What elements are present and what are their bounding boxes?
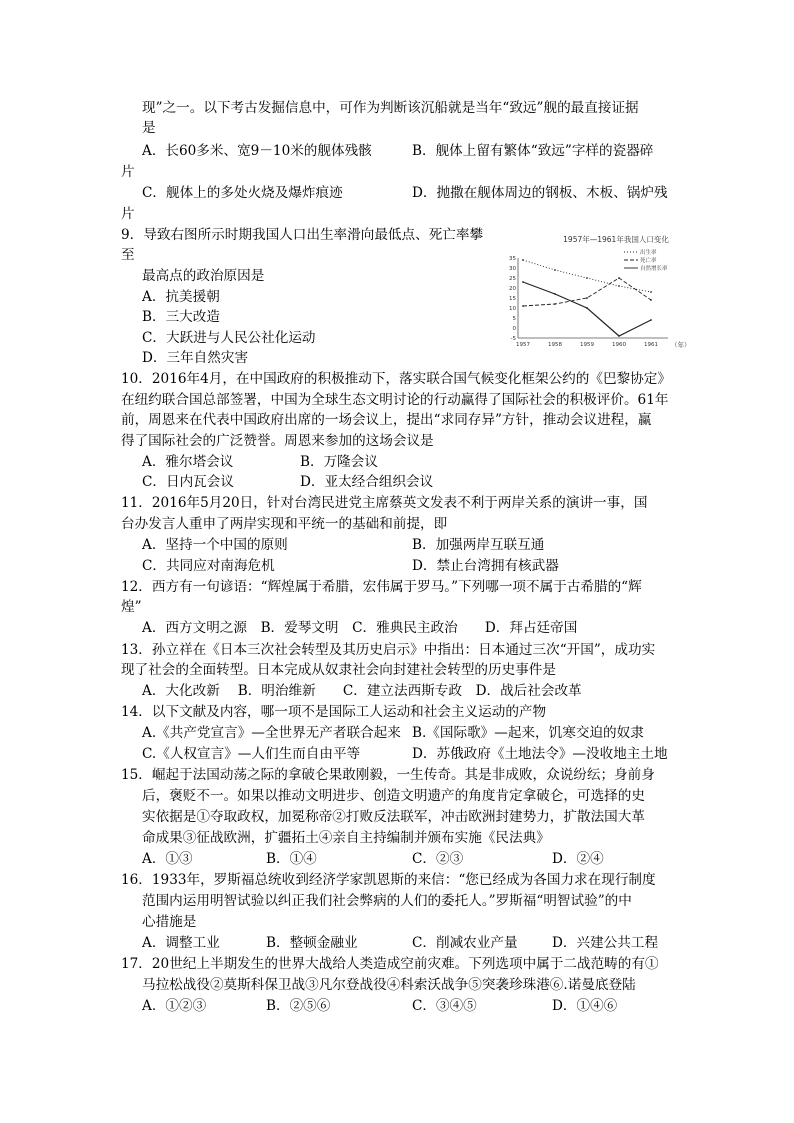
text-line: 现了社会的全面转型。日本完成从奴隶社会向封建社会转型的历史事件是	[121, 662, 556, 678]
legend-label: 死亡率	[640, 258, 657, 264]
option-c: C．③④⑤	[412, 998, 477, 1014]
text-line: 片	[121, 164, 135, 180]
text-line: 心措施是	[142, 914, 197, 930]
option-b: B．加强两岸互联互通	[412, 537, 545, 553]
y-tick-label: 0	[512, 326, 516, 332]
data-point	[586, 297, 588, 299]
option-a: A．长60多米、宽9－10米的舰体残骸	[142, 143, 372, 159]
data-point	[650, 299, 652, 301]
option-d: D．抛撒在舰体周边的钢板、木板、锅炉残	[412, 185, 668, 201]
options-row: A．西方文明之源 B．爱琴文明 C．雅典民主政治 D．拜占廷帝国	[142, 620, 578, 636]
option-b: B．整顿金融业	[266, 935, 358, 951]
option-c: C．②③	[412, 851, 464, 867]
option-b: B.《国际歌》—起来，饥寒交迫的奴隶	[412, 725, 644, 741]
text-line: 最高点的政治原因是	[142, 268, 265, 284]
text-line: 片	[121, 206, 135, 222]
option-d: D．苏俄政府《土地法令》—没收地主土地	[412, 746, 668, 762]
y-tick-label: 30	[509, 266, 516, 272]
text-line: 是	[142, 120, 156, 136]
data-point	[522, 305, 524, 307]
data-point	[618, 285, 620, 287]
option-d: D．兴建公共工程	[552, 935, 659, 951]
y-tick-label: 10	[509, 306, 516, 312]
data-point	[554, 269, 556, 271]
legend-label: 出生率	[640, 250, 657, 256]
option-a: A．雅尔塔会议	[142, 454, 234, 470]
text-line: 12．西方有一句谚语：“辉煌属于希腊，宏伟属于罗马。”下列哪一项不属于古希腊的“辉	[121, 579, 642, 595]
text-line: 在纽约联合国总部签署，中国为全球生态文明讨论的行动赢得了国际社会的积极评价。61年	[121, 392, 669, 408]
option-c: C．舰体上的多处火烧及爆炸痕迹	[142, 185, 343, 201]
text-line: 14．以下文献及内容，哪一项不是国际工人运动和社会主义运动的产物	[121, 704, 547, 720]
option-a: A．调整工业	[142, 935, 220, 951]
data-point	[650, 319, 652, 321]
text-line: 至	[121, 247, 135, 263]
options-row: A．大化改新 B．明治维新 C．建立法西斯专政 D．战后社会改革	[142, 683, 582, 699]
y-tick-label: 15	[509, 296, 516, 302]
series-line	[523, 260, 651, 292]
option-d: D．三年自然灾害	[142, 350, 249, 366]
data-point	[554, 293, 556, 295]
text-line: 现”之一。以下考古发掘信息中，可作为判断该沉船就是当年“致远”舰的最直接证据	[142, 100, 639, 116]
option-a: A．抗美援朝	[142, 289, 220, 305]
text-line: 实依据是①夺取政权，加冕称帝②打败反法联军，冲击欧洲封建势力，扩散法国大革	[142, 809, 645, 825]
x-tick-label: 1958	[548, 342, 562, 348]
y-tick-label: 5	[512, 316, 516, 322]
text-line: 马拉松战役②莫斯科保卫战③凡尔登战役④科索沃战争⑤突袭珍珠港⑥.诺曼底登陆	[142, 977, 636, 993]
data-point	[522, 259, 524, 261]
y-tick-label: 25	[509, 276, 516, 282]
y-tick-label: 35	[509, 256, 516, 262]
option-b: B．②⑤⑥	[266, 998, 331, 1014]
text-line: 台办发言人重申了两岸实现和平统一的基础和前提，即	[121, 516, 448, 532]
series-lines	[522, 259, 652, 337]
option-d: D．亚太经合组织会议	[300, 474, 434, 490]
text-line: 命成果③征战欧洲，扩疆拓土④亲自主持编制并颁布实施《民法典》	[142, 830, 550, 846]
text-line: 16．1933年，罗斯福总统收到经济学家凯恩斯的来信：“您已经成为各国力求在现行制度	[121, 872, 656, 888]
legend	[624, 248, 668, 272]
text-line: 13．孙立祥在《日本三次社会转型及其历史启示》中指出：日本通过三次“开国”，成功实	[121, 642, 656, 658]
data-point	[586, 277, 588, 279]
data-point	[554, 303, 556, 305]
x-unit-label: （年）	[671, 341, 691, 349]
data-point	[522, 281, 524, 283]
text-line: 前，周恩来在代表中国政府出席的一场会议上，提出“求同存异”方针，推动会议进程，赢	[121, 412, 652, 428]
data-point	[650, 291, 652, 293]
text-line: 9．导致右图所示时期我国人口出生率滑向最低点、死亡率攀	[121, 227, 484, 243]
y-tick-label: 20	[509, 286, 516, 292]
data-point	[586, 307, 588, 309]
x-tick-label: 1960	[612, 342, 626, 348]
text-line: 11．2016年5月20日，针对台湾民进党主席蔡英文发表不利于两岸关系的演讲一事，国	[121, 495, 648, 511]
text-line: 得了国际社会的广泛赞誉。周恩来参加的这场会议是	[121, 433, 434, 449]
text-line: 煌”	[121, 599, 142, 615]
option-c: C．日内瓦会议	[142, 474, 234, 490]
population-line-chart	[506, 230, 691, 352]
option-b: B．①④	[266, 851, 317, 867]
text-line: 范围内运用明智试验以纠正我们社会弊病的人们的委托人。”罗斯福“明智试验”的中	[142, 893, 632, 909]
option-a: A．坚持一个中国的原则	[142, 537, 288, 553]
option-a: A.《共产党宣言》—全世界无产者联合起来	[142, 725, 401, 741]
x-tick-label: 1961	[644, 342, 658, 348]
chart-title: 1957年—1961年我国人口变化	[563, 235, 669, 244]
series-line	[523, 282, 651, 336]
text-line: 后，褒贬不一。如果以推动文明进步、创造文明遗产的角度肯定拿破仑，可选择的史	[142, 788, 645, 804]
data-point	[618, 277, 620, 279]
x-tick-labels	[516, 342, 658, 348]
option-d: D．禁止台湾拥有核武器	[412, 558, 559, 574]
x-tick-label: 1959	[580, 342, 594, 348]
option-c: C．共同应对南海危机	[142, 558, 275, 574]
text-line: 10．2016年4月，在中国政府的积极推动下，落实联合国气候变化框架公约的《巴黎协定》	[121, 371, 671, 387]
data-point	[618, 335, 620, 337]
x-tick-label: 1957	[516, 342, 530, 348]
option-c: C.《人权宣言》—人们生而自由平等	[142, 746, 361, 762]
option-c: C．大跃进与人民公社化运动	[142, 330, 316, 346]
option-c: C．削减农业产量	[412, 935, 518, 951]
y-tick-labels	[509, 256, 517, 342]
option-a: A．①②③	[142, 998, 207, 1014]
text-line: 17．20世纪上半期发生的世界大战给人类造成空前灾难。下列选项中属于二战范畴的有①	[121, 956, 659, 972]
legend-label: 自然增长率	[640, 266, 668, 272]
option-d: D．②④	[552, 851, 604, 867]
option-b: B．舰体上留有繁体“致远”字样的瓷器碎	[412, 143, 654, 159]
text-line: 15．崛起于法国动荡之际的拿破仑果敢刚毅，一生传奇。其是非成败，众说纷纭；身前身	[121, 767, 655, 783]
option-b: B．三大改造	[142, 309, 220, 325]
option-a: A．①③	[142, 851, 193, 867]
option-d: D．①④⑥	[552, 998, 618, 1014]
y-tick-label: -5	[510, 336, 516, 342]
option-b: B．万隆会议	[300, 454, 378, 470]
series-line	[523, 278, 651, 306]
